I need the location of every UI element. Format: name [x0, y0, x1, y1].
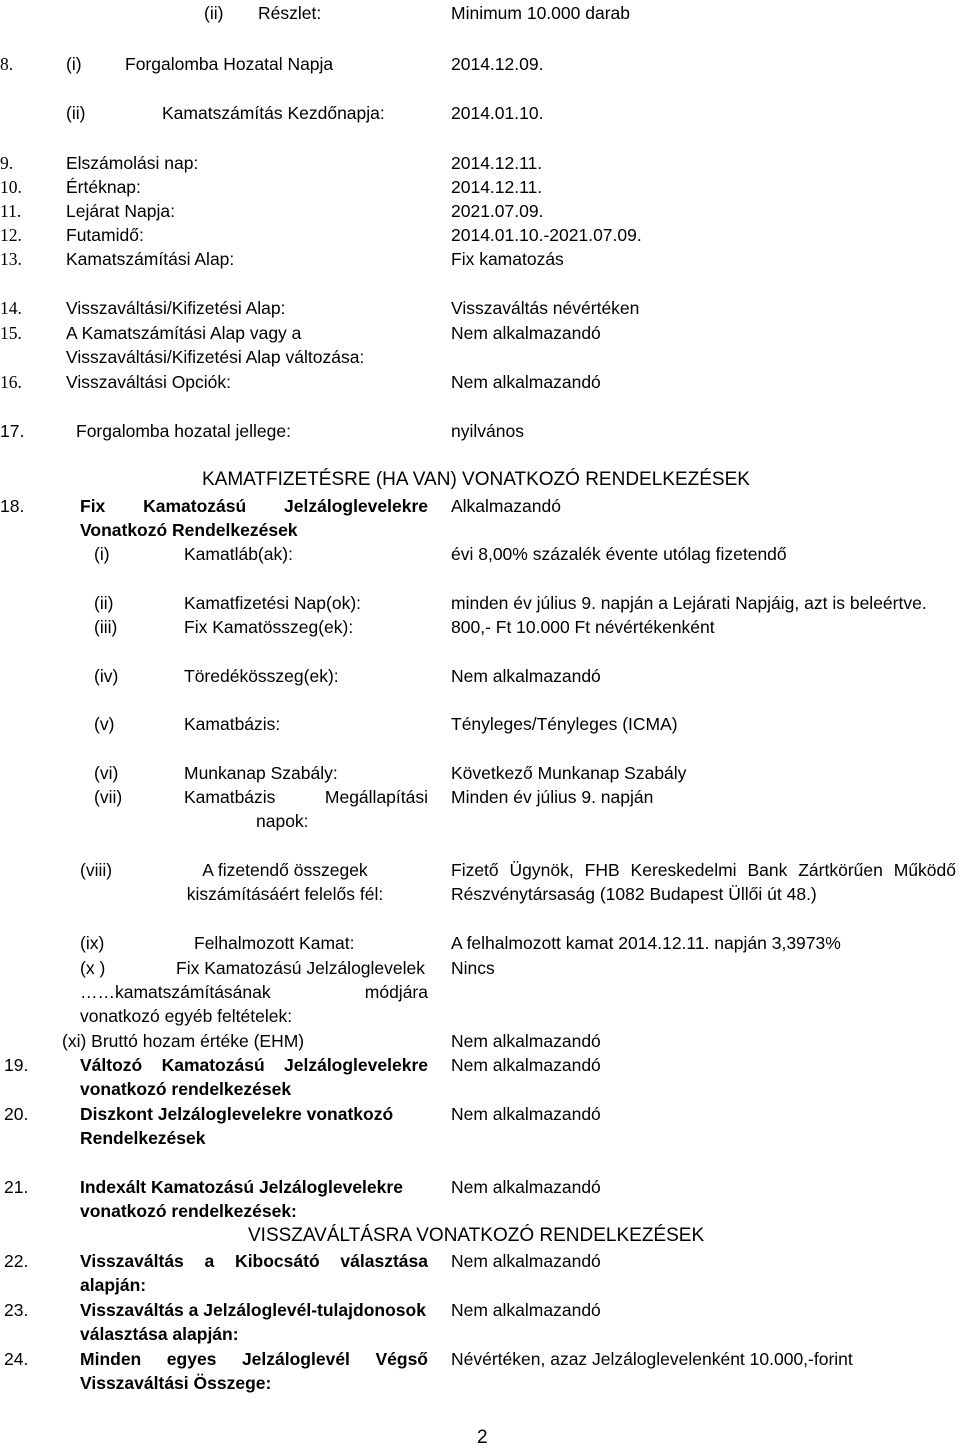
item-value: 800,- Ft 10.000 Ft névértékenként: [451, 617, 715, 637]
row-label: Visszaváltási Opciók:: [66, 372, 232, 392]
row-label: Részlet:: [258, 3, 322, 23]
row-sub: (i): [66, 54, 82, 74]
row-number: 11.: [0, 201, 22, 221]
row-number: 21.: [4, 1177, 29, 1197]
item-value: Nem alkalmazandó: [451, 666, 601, 686]
item-sub: (ii): [94, 593, 114, 613]
row-sub: (ii): [204, 3, 224, 23]
row-label: Rendelkezések: [80, 1128, 206, 1148]
row-number: 24.: [4, 1349, 29, 1369]
row-label: vonatkozó rendelkezések:: [80, 1201, 297, 1221]
row-label: Visszaváltási/Kifizetési Alap:: [66, 298, 286, 318]
item-label: Kamatláb(ak):: [184, 544, 293, 564]
item-value: Részvénytársaság (1082 Budapest Üllői út 48.): [451, 884, 817, 904]
row-label: Indexált Kamatozású Jelzáloglevelekre: [80, 1177, 403, 1197]
row-value: Nem alkalmazandó: [451, 1177, 601, 1197]
item-value: A felhalmozott kamat 2014.12.11. napján 3,3973%: [451, 933, 841, 953]
row-value: Nem alkalmazandó: [451, 1104, 601, 1124]
row-number: 22.: [4, 1251, 29, 1271]
row-value: Visszaváltás névértéken: [451, 298, 640, 318]
row-value: Nem alkalmazandó: [451, 1300, 601, 1320]
item-value: évi 8,00% százalék évente utólag fizetendő: [451, 544, 787, 564]
row-label: Visszaváltási/Kifizetési Alap változása:: [66, 347, 365, 367]
row-value: Alkalmazandó: [451, 496, 561, 516]
row-label: Diszkont Jelzáloglevelekre vonatkozó: [80, 1104, 394, 1124]
item-value: Tényleges/Tényleges (ICMA): [451, 714, 678, 734]
row-label: vonatkozó rendelkezések: [80, 1079, 292, 1099]
row-label: Forgalomba Hozatal Napja: [125, 54, 334, 74]
item-label: Fix Kamatozású Jelzáloglevelek: [176, 958, 426, 978]
row-label: Visszaváltás a Jelzáloglevél-tulajdonosok: [80, 1300, 426, 1320]
row-value: Minimum 10.000 darab: [451, 3, 630, 23]
item-sub: (v): [94, 714, 115, 734]
item-label: Fix Kamatösszeg(ek):: [184, 617, 354, 637]
row-number: 15.: [0, 323, 22, 343]
row-value: Nem alkalmazandó: [451, 1055, 601, 1075]
row-value: 2014.01.10.: [451, 103, 544, 123]
row-value: Nem alkalmazandó: [451, 323, 601, 343]
row-value: Nem alkalmazandó: [451, 1251, 601, 1271]
row-number: 23.: [4, 1300, 29, 1320]
item-value: minden év július 9. napján a Lejárati Napjáig, azt is beleértve.: [451, 593, 927, 613]
item-sub: (vii): [94, 787, 123, 807]
row-label: Vonatkozó Rendelkezések: [80, 520, 298, 540]
row-label: Visszaváltás a Kibocsátó választása: [80, 1251, 428, 1271]
item-label: (xi) Bruttó hozam értéke (EHM): [62, 1031, 305, 1051]
row-label: Fix Kamatozású Jelzáloglevelekre: [80, 496, 428, 516]
item-sub: (x ): [80, 958, 106, 978]
row-value: 2014.12.11.: [451, 177, 543, 197]
row-label: Kamatszámítási Alap:: [66, 249, 235, 269]
page-number: 2: [477, 1427, 488, 1448]
item-label: Munkanap Szabály:: [184, 763, 338, 783]
item-value: Minden év július 9. napján: [451, 787, 654, 807]
row-label: A Kamatszámítási Alap vagy a: [66, 323, 302, 343]
item-sub: (viii): [80, 860, 113, 880]
item-label: Kamatfizetési Nap(ok):: [184, 593, 362, 613]
row-label: Értéknap:: [66, 177, 141, 197]
section-heading: VISSZAVÁLTÁSRA VONATKOZÓ RENDELKEZÉSEK: [248, 1225, 705, 1246]
section-heading: KAMATFIZETÉSRE (HA VAN) VONATKOZÓ RENDELKEZÉSEK: [202, 469, 750, 490]
item-sub: (i): [94, 544, 110, 564]
item-sub: (iv): [94, 666, 119, 686]
row-number: 14.: [0, 298, 22, 318]
row-number: 19.: [4, 1055, 29, 1075]
row-number: 20.: [4, 1104, 29, 1124]
row-number: 10.: [0, 177, 22, 197]
row-label: Futamidő:: [66, 225, 144, 245]
row-label: Forgalomba hozatal jellege:: [76, 421, 291, 441]
row-number: 9.: [0, 153, 14, 173]
row-number: 17.: [0, 421, 25, 441]
item-value: Fizető Ügynök, FHB Kereskedelmi Bank Zártkörűen Működő: [451, 860, 956, 880]
row-value: 2014.12.09.: [451, 54, 544, 74]
item-label: napok:: [256, 811, 309, 831]
item-value: Nem alkalmazandó: [451, 1031, 601, 1051]
row-value: 2014.12.11.: [451, 153, 543, 173]
item-value: Nincs: [451, 958, 495, 978]
row-label: Visszaváltási Összege:: [80, 1373, 272, 1393]
row-label: Változó Kamatozású Jelzáloglevelekre: [80, 1055, 428, 1075]
item-label: A fizetendő összegek: [202, 860, 368, 880]
row-label: Kamatszámítás Kezdőnapja:: [162, 103, 385, 123]
item-label: Felhalmozott Kamat:: [194, 933, 355, 953]
row-number: 12.: [0, 225, 22, 245]
row-value: 2021.07.09.: [451, 201, 544, 221]
row-value: Fix kamatozás: [451, 249, 564, 269]
row-value: Névértéken, azaz Jelzáloglevelenként 10.000,-forint: [451, 1349, 853, 1369]
row-value: 2014.01.10.-2021.07.09.: [451, 225, 642, 245]
row-label: alapján:: [80, 1275, 147, 1295]
row-value: nyilvános: [451, 421, 524, 441]
item-value: Következő Munkanap Szabály: [451, 763, 687, 783]
item-sub: (iii): [94, 617, 118, 637]
item-label: Töredékösszeg(ek):: [184, 666, 339, 686]
row-label: választása alapján:: [80, 1324, 239, 1344]
row-label: Minden egyes Jelzáloglevél Végső: [80, 1349, 428, 1369]
item-label: Kamatbázis Megállapítási: [184, 787, 428, 807]
item-label: vonatkozó egyéb feltételek:: [80, 1006, 293, 1026]
item-sub: (ix): [80, 933, 105, 953]
row-label: Lejárat Napja:: [66, 201, 175, 221]
row-number: 18.: [0, 496, 25, 516]
row-number: 16.: [0, 372, 22, 392]
item-label: kiszámításáért felelős fél:: [186, 884, 384, 904]
item-sub: (vi): [94, 763, 119, 783]
row-sub: (ii): [66, 103, 86, 123]
row-value: Nem alkalmazandó: [451, 372, 601, 392]
item-label: ……kamatszámításának módjára: [80, 982, 428, 1002]
item-label: Kamatbázis:: [184, 714, 281, 734]
row-number: 13.: [0, 249, 22, 269]
row-number: 8.: [0, 54, 14, 74]
row-label: Elszámolási nap:: [66, 153, 199, 173]
